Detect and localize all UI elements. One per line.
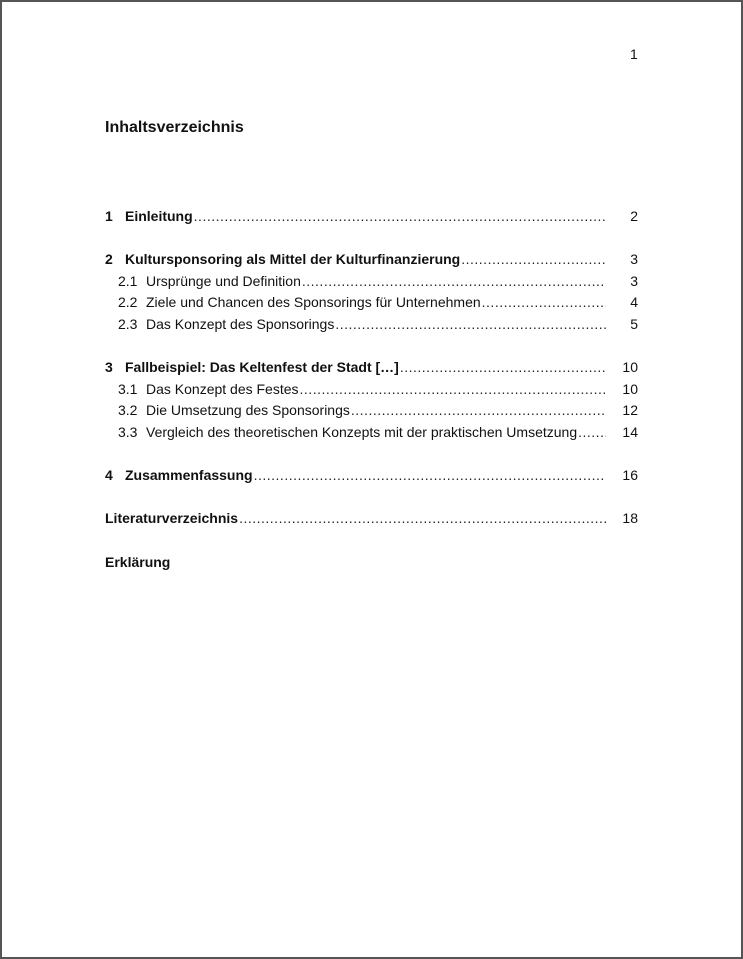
toc-dot-leader <box>335 314 606 334</box>
toc-entry-erklaerung[interactable] <box>105 552 638 572</box>
toc-entry-konzept-sponsoring[interactable] <box>118 314 638 334</box>
toc-entry-label: Das Konzept des Sponsorings <box>146 316 335 332</box>
toc-entry-page: 3 <box>630 273 638 289</box>
toc-entry-literaturverzeichnis[interactable] <box>105 508 638 528</box>
toc-entry-page: 3 <box>630 251 638 267</box>
toc-entry-number: 3.1 <box>118 381 138 397</box>
toc-entry-number: 1 <box>105 208 113 224</box>
toc-entry-kultursponsoring[interactable] <box>105 249 638 269</box>
toc-entry-label: Zusammenfassung <box>125 467 253 483</box>
toc-dot-leader <box>482 292 606 312</box>
toc-entry-label: Ursprünge und Definition <box>146 273 301 289</box>
toc-entry-label: Das Konzept des Festes <box>146 381 299 397</box>
toc-entry-number: 2.1 <box>118 273 138 289</box>
toc-dot-leader <box>351 400 606 420</box>
toc-entry-umsetzung[interactable] <box>118 400 638 420</box>
toc-entry-number: 3.2 <box>118 402 138 418</box>
toc-entry-number: 2.2 <box>118 294 138 310</box>
toc-entry-label: Erklärung <box>105 554 171 570</box>
toc-title: Inhaltsverzeichnis <box>105 119 244 136</box>
toc-entry-ziele-chancen[interactable] <box>118 292 638 312</box>
toc-entry-label: Ziele und Chancen des Sponsorings für Unternehmen <box>146 294 481 310</box>
toc-entry-vergleich[interactable] <box>118 422 638 442</box>
toc-entry-page: 5 <box>630 316 638 332</box>
toc-entry-page: 12 <box>622 402 638 418</box>
toc-entry-number: 2.3 <box>118 316 138 332</box>
toc-entry-number: 2 <box>105 251 113 267</box>
toc-entry-zusammenfassung[interactable] <box>105 465 638 485</box>
toc-entry-fallbeispiel[interactable] <box>105 357 638 377</box>
toc-entry-label: Vergleich des theoretischen Konzepts mit der praktischen Umsetzung <box>146 424 578 440</box>
toc-entry-page: 2 <box>630 208 638 224</box>
toc-entry-konzept-festes[interactable] <box>118 379 638 399</box>
toc-entry-label: Die Umsetzung des Sponsorings <box>146 402 350 418</box>
toc-entry-number: 3.3 <box>118 424 138 440</box>
toc-entry-page: 4 <box>630 294 638 310</box>
toc-entry-page: 14 <box>622 424 638 440</box>
toc-entry-page: 10 <box>622 381 638 397</box>
toc-entry-label: Fallbeispiel: Das Keltenfest der Stadt […] <box>125 359 399 375</box>
toc-entry-number: 4 <box>105 467 113 483</box>
toc-dot-leader <box>302 271 606 291</box>
toc-entry-urspruenge[interactable] <box>118 271 638 291</box>
toc-entry-number: 3 <box>105 359 113 375</box>
toc-dot-leader <box>194 206 606 226</box>
toc-entry-einleitung[interactable] <box>105 206 638 226</box>
toc-entry-label: Literaturverzeichnis <box>105 510 239 526</box>
toc-entry-page: 18 <box>622 510 638 526</box>
toc-dot-leader <box>300 379 606 399</box>
toc-dot-leader <box>461 249 606 269</box>
toc-entry-label: Kultursponsoring als Mittel der Kulturfinanzierung <box>125 251 461 267</box>
toc-dot-leader <box>400 357 606 377</box>
toc-dot-leader <box>239 508 606 528</box>
toc-entry-label: Einleitung <box>125 208 193 224</box>
toc-entry-page: 16 <box>622 467 638 483</box>
toc-dot-leader <box>254 465 606 485</box>
toc-dot-leader <box>578 422 606 442</box>
toc-entry-page: 10 <box>622 359 638 375</box>
page-number: 1 <box>630 46 638 62</box>
